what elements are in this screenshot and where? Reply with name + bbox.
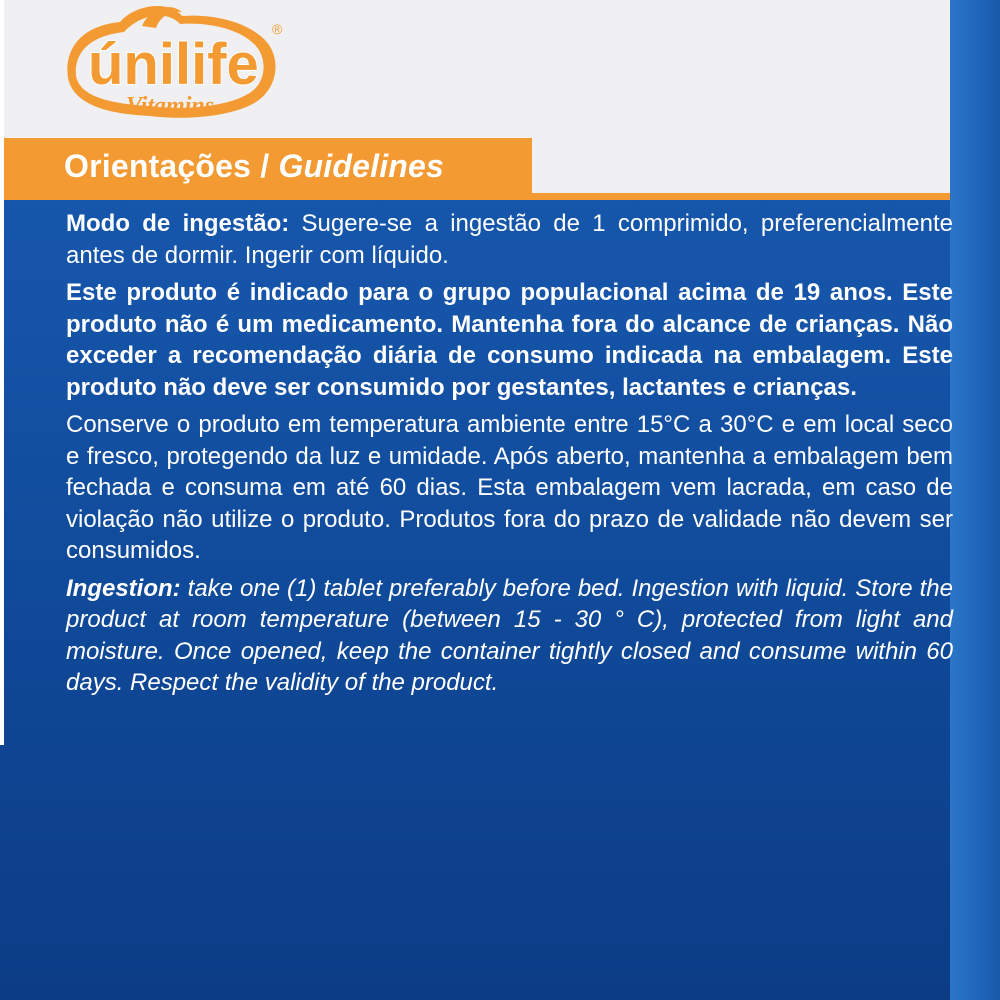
unilife-logo — [60, 0, 290, 130]
logo-registered-mark: ® — [272, 21, 283, 37]
logo-wordmark: únilife — [88, 32, 259, 97]
header-underline — [4, 193, 950, 200]
storage-pt-paragraph: Conserve o produto em temperatura ambiente entre 15°C a 30°C e em local seco e fresco, protegendo da luz e umidade. Após aberto, mantenha a embalagem bem fechada e consuma em até 60 dias. Esta embalagem vem lacrada, em caso de violação não utilize o produto. Produtos fora do prazo de validade não devem ser consumidos. — [66, 411, 953, 564]
ingestion-en-paragraph — [66, 573, 953, 699]
ingestion-en-label: Ingestion: — [66, 574, 181, 602]
left-edge-strip — [0, 0, 4, 745]
section-title — [64, 148, 444, 185]
ingestion-pt-text: Sugere-se a ingestão de 1 comprimido, preferencialmente antes de dormir. Ingerir com líquido. — [66, 210, 953, 269]
ingestion-en-text: take one (1) tablet preferably before bed. Ingestion with liquid. Store the product at room temperature (between 15 - 30 ° C), protected from light and moisture. Once opened, keep the container tightly closed and consume within 60 days. Respect the validity of the product. — [66, 574, 953, 696]
section-title-en: Guidelines — [278, 148, 445, 184]
logo-subtitle: Vitamins — [126, 93, 215, 119]
section-title-pt: Orientações / — [64, 148, 279, 184]
ingestion-pt-label: Modo de ingestão: — [66, 210, 290, 237]
warnings-paragraph: Este produto é indicado para o grupo populacional acima de 19 anos. Este produto não é um medicamento. Mantenha fora do alcance de crianças. Não exceder a recomendação diária de consumo indicada na embalagem. Este produto não deve ser consumido por gestantes, lactantes e crianças. — [66, 279, 953, 401]
guidelines-content — [66, 208, 953, 705]
ingestion-pt-paragraph — [66, 208, 953, 271]
right-edge-band — [950, 0, 1000, 1000]
